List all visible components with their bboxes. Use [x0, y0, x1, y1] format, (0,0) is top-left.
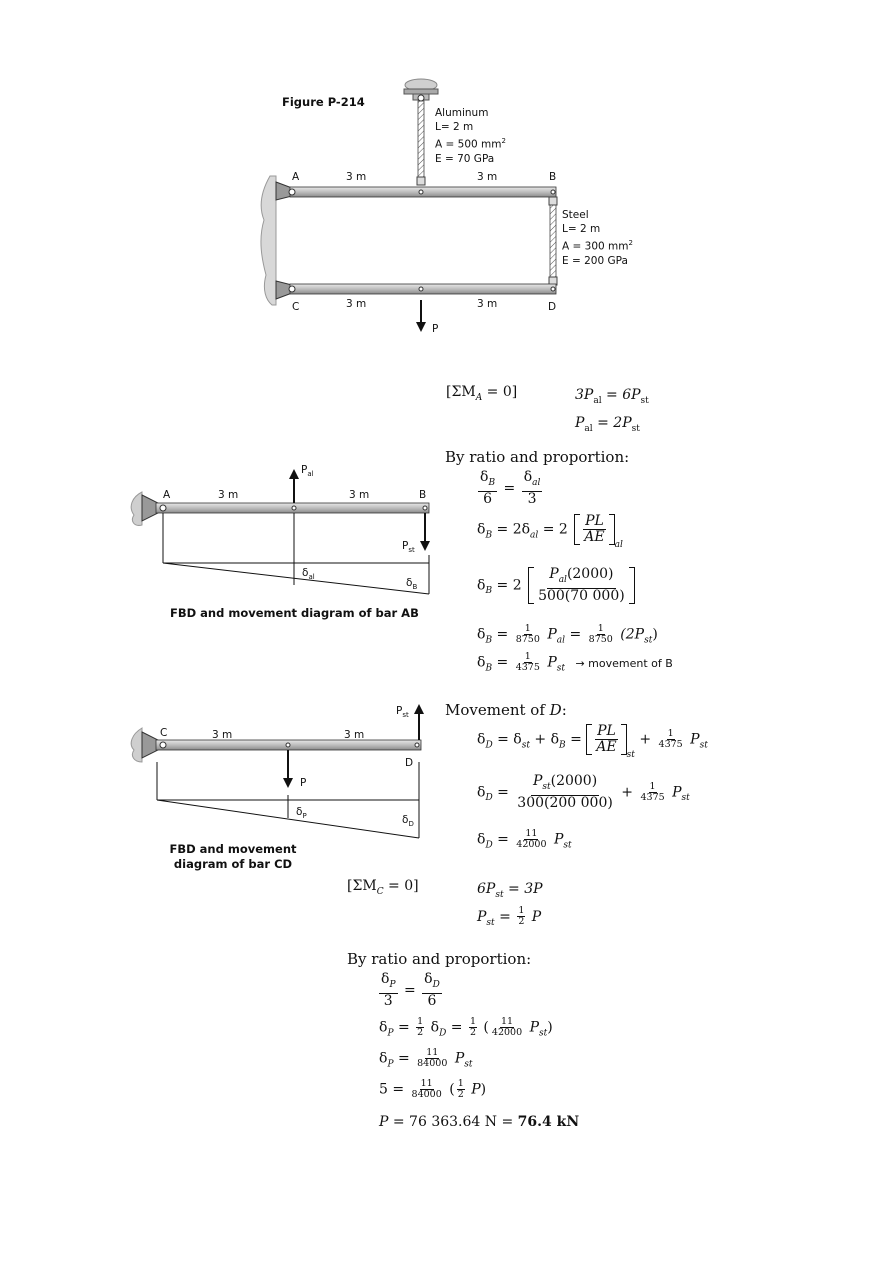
ratio1-line5: $\delta_B$ = $\frac{1}{4375}$ $P_{st}$ → movement of B: [477, 651, 673, 674]
fbd-bar-ab: [120, 455, 440, 605]
ratio1-line3: $\delta_B = 2$ $\frac{P_{al}(2000)}{500(70 000)}$: [477, 567, 635, 604]
fbd-cd-dim-left: 3 m: [212, 729, 233, 741]
fbd-ab-dim-left: 3 m: [218, 489, 239, 501]
movement-d-heading: Movement of D:: [445, 701, 567, 719]
fbd-cd-label-c: C: [160, 727, 168, 739]
ratio2-line2: $\delta_P$ = $\frac{1}{2}$ $\delta_D$ = $\frac{1}{2}$ ( $\frac{11}{42000}$ $P_{st}$): [379, 1016, 553, 1039]
moment-eq-c: $6P_{st} = 3P$ $P_{st}$ = $\frac{1}{2}$ P: [477, 881, 543, 928]
ratio-heading-2: By ratio and proportion:: [347, 950, 532, 968]
movement-d-line2: $\delta_D$ = $\frac{P_{st}(2000)}{300(200 000)}$ + $\frac{1}{4375}$ $P_{st}$: [477, 773, 690, 811]
dim-cd-left: 3 m: [346, 298, 367, 310]
fbd-ab-label-a: A: [163, 489, 171, 501]
dim-cd-right: 3 m: [477, 298, 498, 310]
fbd-cd-delta-p: $\delta_P$: [296, 806, 307, 821]
ratio1-line4: $\delta_B$ = $\frac{1}{8750}$ $P_{al}$ = $\frac{1}{8750}$ $(2P_{st})$: [477, 623, 658, 646]
figure-title: Figure P-214: [282, 95, 365, 109]
movement-d-line3: $\delta_D$ = $\frac{11}{42000}$ $P_{st}$: [477, 828, 572, 851]
steel-properties: Steel L= 2 m A = 300 $mm^2$ E = 200 GPa: [562, 209, 633, 267]
fbd-cd-caption: FBD and movement diagram of bar CD: [169, 842, 297, 871]
ratio2-line4: 5 = $\frac{11}{84000}$ ( $\frac{1}{2}$ P): [379, 1078, 487, 1100]
ratio2-line1: $\frac{\delta_P}{3}$ = $\frac{\delta_D}{6}$: [381, 971, 440, 1009]
label-c: C: [292, 301, 300, 313]
steel-rod: [550, 205, 556, 277]
fbd-ab-delta-al: $\delta_{al}$: [302, 567, 315, 582]
fbd-cd-dim-right: 3 m: [344, 729, 365, 741]
fbd-cd-p: P: [300, 777, 307, 789]
fbd-ab-p-st: $P_{st}$: [402, 540, 415, 555]
moment-eq-a: $3P_{al} = 6P_{st}$ $P_{al} = 2P_{st}$: [575, 387, 649, 434]
fbd-ab-delta-b: $\delta_B$: [406, 577, 418, 592]
load-arrow-p: [416, 322, 426, 332]
dim-ab-left: 3 m: [346, 171, 367, 183]
label-a: A: [292, 171, 300, 183]
dim-ab-right: 3 m: [477, 171, 498, 183]
label-p: P: [432, 323, 439, 335]
wall: [261, 176, 276, 305]
moment-condition-a: $[\Sigma M_A = 0]$: [446, 384, 518, 403]
movement-d-line1: $\delta_D = \delta_{st} + \delta_B$ = $\frac{PL}{AE}$ $_{st}$ + $\frac{1}{4375}$ $P_{st}$: [477, 723, 708, 761]
ratio-heading-1: By ratio and proportion:: [445, 448, 630, 466]
aluminum-rod: [418, 101, 424, 179]
fbd-ab-label-b: B: [419, 489, 427, 501]
fbd-ab-caption: FBD and movement diagram of bar AB: [170, 606, 419, 620]
moment-condition-c: $[\Sigma M_C = 0]$: [347, 878, 419, 897]
label-b: B: [549, 171, 557, 183]
label-d: D: [548, 301, 557, 313]
fbd-cd-delta-d: $\delta_D$: [402, 814, 414, 829]
fbd-ab-p-al: $P_{al}$: [301, 464, 314, 479]
ratio1-line2: $\delta_B = 2\delta_{al} = 2$ $\frac{PL}{AE}$ $_{al}$: [477, 513, 623, 551]
ceiling-support: [404, 79, 438, 101]
final-answer: P = 76 363.64 N = 76.4 kN: [379, 1114, 580, 1130]
aluminum-properties: Aluminum L= 2 m A = 500 $mm^2$ E = 70 GPa: [435, 107, 506, 165]
ratio1-line1: $\frac{\delta_B}{6}$ = $\frac{\delta_{al}}{3}$: [480, 469, 541, 507]
fbd-cd-p-st: $P_{st}$: [396, 705, 409, 720]
figure-p214: [0, 0, 893, 360]
ratio2-line3: $\delta_P$ = $\frac{11}{84000}$ $P_{st}$: [379, 1047, 473, 1070]
fbd-bar-cd: [120, 700, 430, 840]
fbd-ab-dim-right: 3 m: [349, 489, 370, 501]
fbd-cd-label-d: D: [405, 757, 414, 769]
